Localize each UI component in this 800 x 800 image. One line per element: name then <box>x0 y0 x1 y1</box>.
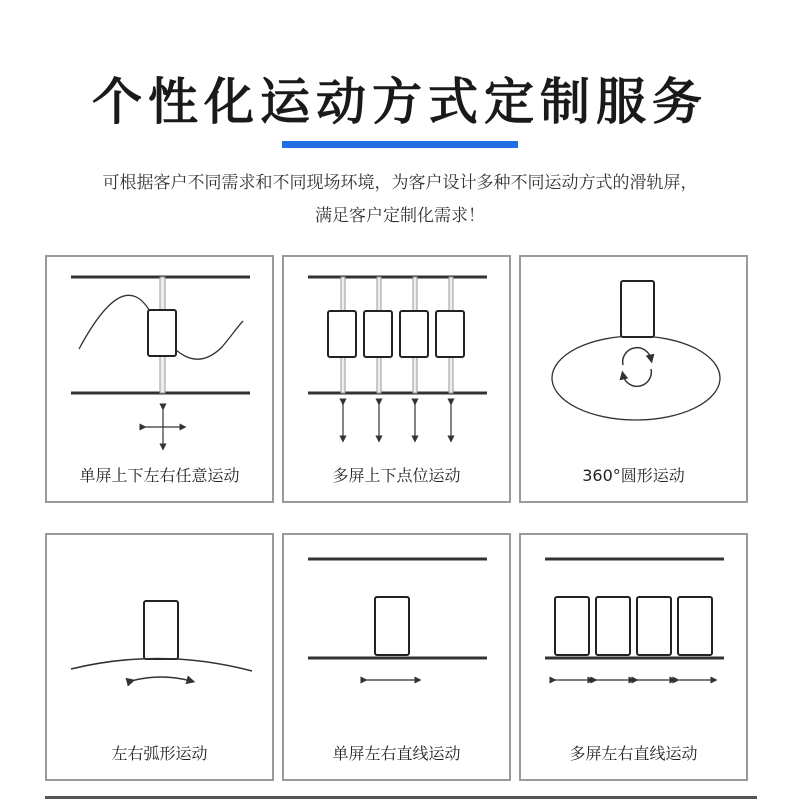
card-label: 单屏上下左右任意运动 <box>79 466 240 485</box>
description-line-1: 可根据客户不同需求和不同现场环境，为客户设计多种不同运动方式的滑轨屏， <box>102 173 698 193</box>
title-underline <box>282 141 518 148</box>
card-label: 单屏左右直线运动 <box>332 744 461 763</box>
card-label: 多屏上下点位运动 <box>332 466 461 485</box>
bottom-divider <box>45 796 757 799</box>
motion-card-single-linear <box>282 533 511 781</box>
motion-card-arc <box>45 533 274 781</box>
card-label: 左右弧形运动 <box>111 744 208 763</box>
motion-card-circular <box>519 255 748 503</box>
card-label: 360°圆形运动 <box>582 466 685 485</box>
motion-card-single-free <box>45 255 274 503</box>
motion-card-multi-linear <box>519 533 748 781</box>
card-label: 多屏左右直线运动 <box>569 744 698 763</box>
description-line-2: 满足客户定制化需求！ <box>315 206 485 226</box>
page-title: 个性化运动方式定制服务 <box>92 73 708 131</box>
motion-card-multi-vertical <box>282 255 511 503</box>
